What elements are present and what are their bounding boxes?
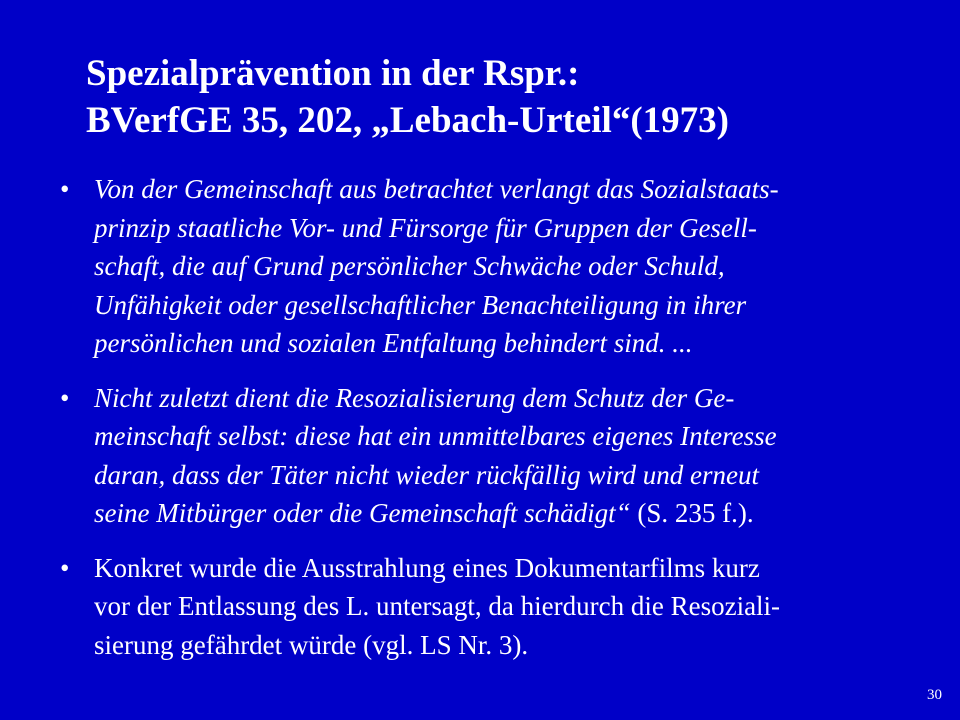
bullet-2-line-1: Nicht zuletzt dient die Resozialisierung dem Schutz der Ge- [94, 382, 735, 413]
bullet-item-2 [60, 379, 930, 533]
bullet-item-1 [60, 170, 930, 363]
bullet-marker: • [60, 174, 70, 204]
bullet-1-line-1: Von der Gemeinschaft aus betrachtet verlangt das Sozialstaats- [94, 174, 779, 204]
bullet-2-line-4 [94, 494, 930, 533]
bullet-2-citation: (S. 235 f.). [630, 498, 754, 528]
bullet-list [60, 170, 930, 680]
bullet-item-3 [60, 549, 930, 665]
page-number: 30 [927, 687, 942, 703]
bullet-2-quote-end: seine Mitbürger oder die Gemeinschaft schädigt“ [94, 498, 631, 528]
bullet-1-line-5: persönlichen und sozialen Entfaltung behindert sind. ... [94, 328, 693, 358]
bullet-2-line-3: daran, dass der Täter nicht wieder rückfällig wird und erneut [94, 459, 759, 490]
bullet-1-line-4: Unfähigkeit oder gesellschaftlicher Benachteiligung in ihrer [94, 289, 747, 320]
bullet-marker: • [60, 382, 70, 413]
bullet-3-line-1: Konkret wurde die Ausstrahlung eines Dokumentarfilms kurz [94, 552, 760, 583]
bullet-2-line-2: meinschaft selbst: diese hat ein unmittelbares eigenes Interesse [94, 421, 777, 451]
bullet-1-line-2: prinzip staatliche Vor- und Fürsorge für Gruppen der Gesell- [94, 212, 757, 243]
bullet-1-line-3: schaft, die auf Grund persönlicher Schwäche oder Schuld, [94, 251, 725, 281]
bullet-3-line-2: vor der Entlassung des L. untersagt, da hierdurch die Resoziali- [94, 591, 781, 621]
title-line-1: Spezialprävention in der Rspr.: [86, 53, 580, 94]
slide-title [86, 50, 926, 144]
bullet-marker: • [60, 552, 70, 583]
bullet-3-line-3: sierung gefährdet würde (vgl. LS Nr. 3). [94, 629, 529, 660]
title-line-2: BVerfGE 35, 202, „Lebach-Urteil“(1973) [86, 100, 729, 141]
